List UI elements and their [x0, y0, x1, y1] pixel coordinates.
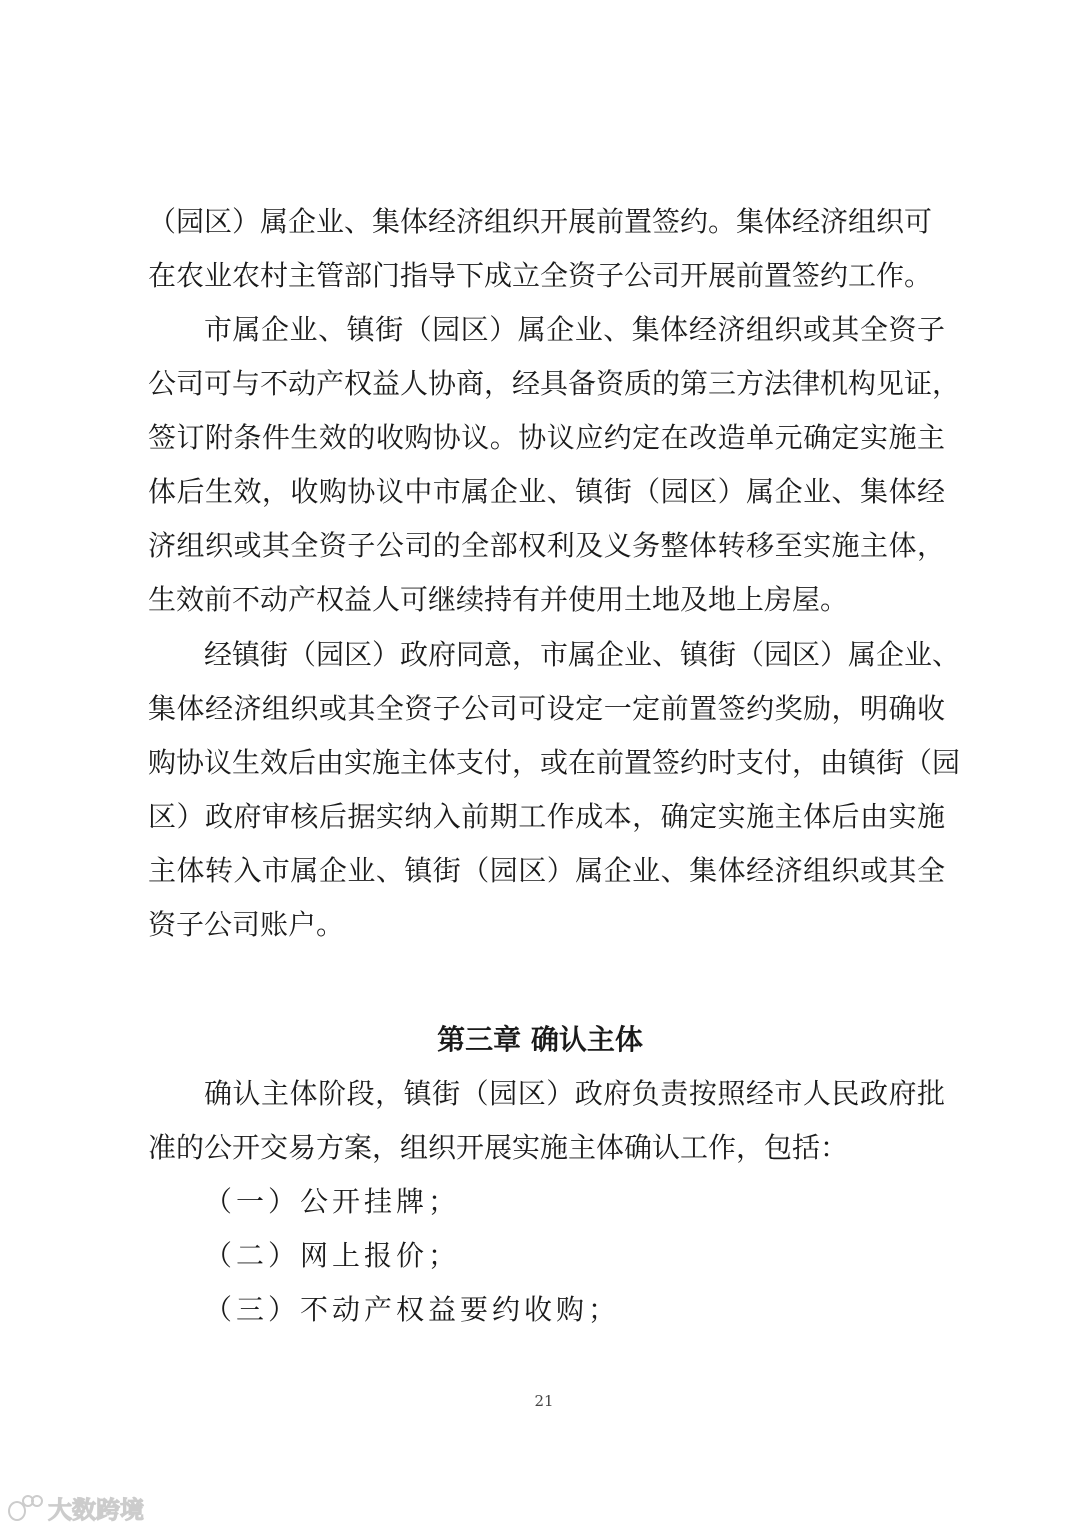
- paragraph-line: 公司可与不动产权益人协商，经具备资质的第三方法律机构见证，: [148, 367, 961, 400]
- paragraph-line: 经镇街（园区）政府同意，市属企业、镇街（园区）属企业、: [204, 638, 961, 671]
- paragraph-line: 区）政府审核后据实纳入前期工作成本，确定实施主体后由实施: [148, 800, 945, 833]
- watermark-logo-icon: [8, 1495, 42, 1521]
- paragraph-line: 签订附条件生效的收购协议。协议应约定在改造单元确定实施主: [148, 421, 945, 454]
- watermark-text: 大数跨境: [48, 1496, 144, 1524]
- list-item: （三）不动产权益要约收购；: [204, 1293, 621, 1326]
- watermark: [8, 1490, 144, 1525]
- list-item: （一）公开挂牌；: [204, 1185, 461, 1218]
- paragraph-line: 生效前不动产权益人可继续持有并使用土地及地上房屋。: [148, 583, 849, 616]
- paragraph-line: 购协议生效后由实施主体支付，或在前置签约时支付，由镇街（园: [148, 746, 961, 779]
- list-item: （二）网上报价；: [204, 1239, 461, 1272]
- page-number: 21: [534, 1392, 554, 1410]
- paragraph-line: 在农业农村主管部门指导下成立全资子公司开展前置签约工作。: [148, 259, 933, 292]
- paragraph-line: 市属企业、镇街（园区）属企业、集体经济组织或其全资子: [204, 313, 945, 346]
- paragraph-line: 体后生效，收购协议中市属企业、镇街（园区）属企业、集体经: [148, 475, 945, 508]
- chapter-heading: 第三章 确认主体: [437, 1023, 643, 1056]
- paragraph-line: 准的公开交易方案，组织开展实施主体确认工作，包括：: [148, 1131, 849, 1164]
- paragraph-line: （园区）属企业、集体经济组织开展前置签约。集体经济组织可: [148, 205, 933, 238]
- paragraph-line: 确认主体阶段，镇街（园区）政府负责按照经市人民政府批: [204, 1077, 945, 1110]
- paragraph-line: 资子公司账户。: [148, 908, 345, 941]
- paragraph-line: 集体经济组织或其全资子公司可设定一定前置签约奖励，明确收: [148, 692, 945, 725]
- paragraph-line: 主体转入市属企业、镇街（园区）属企业、集体经济组织或其全: [148, 854, 945, 887]
- paragraph-line: 济组织或其全资子公司的全部权利及义务整体转移至实施主体，: [148, 529, 945, 562]
